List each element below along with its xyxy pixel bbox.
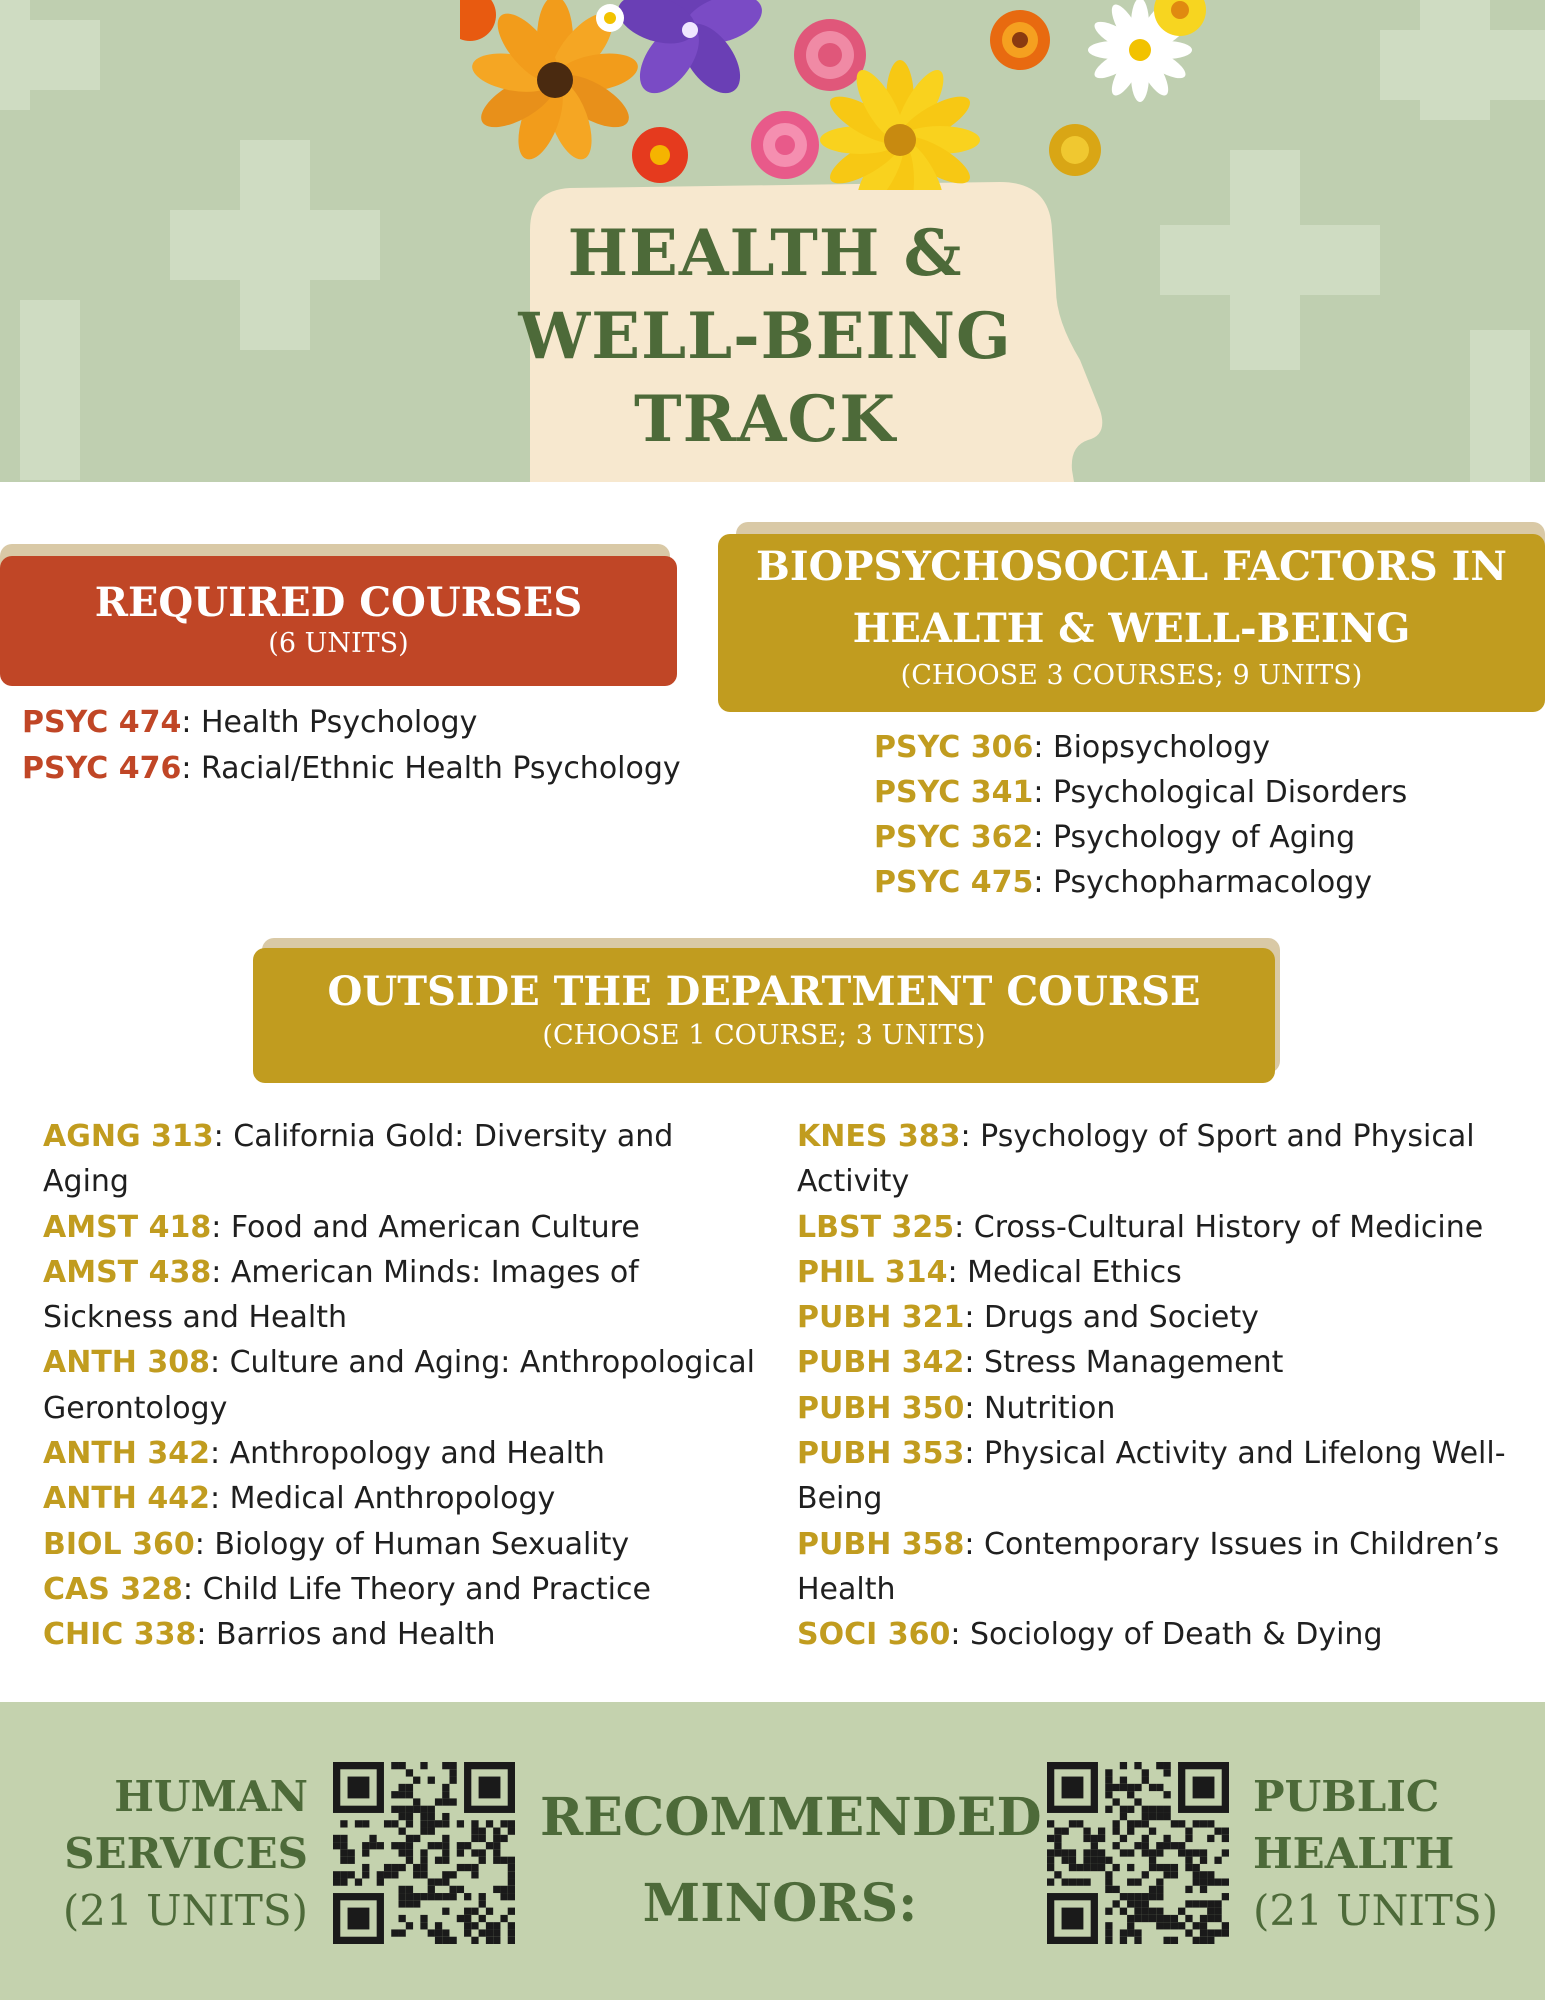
course-name: : Physical Activity and Lifelong Well-Being (797, 1436, 1506, 1517)
list-item (797, 1205, 1532, 1250)
minor-name: PUBLIC (1253, 1772, 1440, 1821)
course-code: ANTH 308 (43, 1345, 210, 1381)
course-name: : Cross-Cultural History of Medicine (954, 1209, 1484, 1245)
course-name: : Food and American Culture (211, 1209, 640, 1245)
list-item (43, 1612, 763, 1657)
minor-units: (21 UNITS) (62, 1886, 308, 1935)
list-item (797, 1431, 1532, 1522)
list-item (43, 1431, 763, 1476)
section-title: REQUIRED COURSES (94, 579, 583, 626)
course-code: PUBH 358 (797, 1526, 965, 1562)
course-code: PSYC 475 (874, 865, 1034, 900)
list-item (797, 1340, 1532, 1385)
course-name: : Culture and Aging: Anthropological Gerontology (43, 1345, 755, 1426)
outside-course-list-left (43, 1114, 763, 1658)
course-code: PUBH 342 (797, 1345, 965, 1381)
biopsychosocial-course-list (874, 725, 1407, 905)
list-item (874, 815, 1407, 860)
course-code: PSYC 341 (874, 775, 1034, 810)
list-item (43, 1340, 763, 1431)
list-item (797, 1612, 1532, 1657)
course-code: PSYC 476 (22, 751, 182, 786)
course-code: ANTH 342 (43, 1436, 210, 1472)
list-item (43, 1476, 763, 1521)
course-name: : Biopsychology (1033, 730, 1271, 765)
course-name: : Barrios and Health (196, 1617, 496, 1653)
section-title: BIOPSYCHOSOCIAL FACTORS IN (756, 543, 1507, 590)
course-name: : Anthropology and Health (209, 1436, 605, 1472)
list-item (874, 770, 1407, 815)
biopsychosocial-header (718, 534, 1545, 712)
minor-name: HEALTH (1253, 1829, 1455, 1878)
outside-department-header (253, 948, 1275, 1083)
course-code: ANTH 442 (43, 1481, 210, 1517)
course-code: AGNG 313 (43, 1119, 214, 1154)
list-item (22, 700, 681, 746)
course-name: : Psychopharmacology (1033, 865, 1372, 900)
list-item (797, 1114, 1532, 1205)
heading-line: MINORS: (642, 1873, 918, 1934)
course-code: PSYC 306 (874, 730, 1034, 765)
hero-banner (0, 0, 1545, 482)
title-line: TRACK (633, 382, 897, 457)
course-code: AMST 418 (43, 1209, 212, 1245)
course-name: : Medical Ethics (947, 1254, 1182, 1290)
minor-name: HUMAN (114, 1772, 308, 1821)
qr-code-public-health[interactable] (1047, 1762, 1229, 1944)
course-name: : Psychological Disorders (1033, 775, 1408, 810)
course-code: PUBH 350 (797, 1390, 965, 1426)
course-code: PSYC 362 (874, 820, 1034, 855)
course-name: : Drugs and Society (964, 1300, 1259, 1336)
title-line: HEALTH & (567, 216, 963, 291)
course-code: BIOL 360 (43, 1526, 195, 1562)
list-item (22, 746, 681, 792)
flowers-illustration (460, 0, 1500, 190)
list-item (797, 1250, 1532, 1295)
course-code: AMST 438 (43, 1254, 212, 1290)
course-code: PUBH 321 (797, 1300, 965, 1336)
course-code: CAS 328 (43, 1571, 183, 1607)
list-item (43, 1205, 763, 1250)
qr-code-human-services[interactable] (333, 1762, 515, 1944)
section-subtitle: (6 UNITS) (268, 628, 409, 659)
required-courses-header (0, 556, 677, 686)
section-subtitle: (CHOOSE 3 COURSES; 9 UNITS) (900, 660, 1363, 691)
course-name: : Nutrition (964, 1390, 1116, 1426)
minor-human-services (63, 1768, 308, 1939)
course-name: : California Gold: Diversity and Aging (43, 1119, 674, 1200)
course-code: LBST 325 (797, 1209, 955, 1245)
course-name: : Psychology of Aging (1033, 820, 1356, 855)
course-code: PUBH 353 (797, 1436, 965, 1472)
list-item (874, 860, 1407, 905)
page-title (470, 212, 1060, 461)
required-course-list (22, 700, 681, 792)
list-item (43, 1567, 763, 1612)
course-name: : Health Psychology (181, 705, 478, 740)
course-name: : American Minds: Images of Sickness and Health (43, 1254, 639, 1336)
minor-name: SERVICES (64, 1829, 308, 1878)
course-code: PSYC 474 (22, 705, 182, 740)
section-subtitle: (CHOOSE 1 COURSE; 3 UNITS) (542, 1020, 986, 1051)
course-code: CHIC 338 (43, 1617, 197, 1653)
list-item (797, 1386, 1532, 1431)
course-name: : Biology of Human Sexuality (194, 1526, 630, 1562)
list-item (797, 1295, 1532, 1340)
course-name: : Stress Management (964, 1345, 1284, 1381)
recommended-minors-heading (540, 1775, 1042, 1947)
course-name: : Racial/Ethnic Health Psychology (181, 751, 681, 786)
outside-course-list-right (797, 1114, 1532, 1658)
section-title: HEALTH & WELL-BEING (852, 605, 1411, 652)
section-title: OUTSIDE THE DEPARTMENT COURSE (327, 968, 1201, 1015)
list-item (43, 1522, 763, 1567)
course-name: : Sociology of Death & Dying (950, 1617, 1383, 1653)
course-code: SOCI 360 (797, 1617, 951, 1653)
list-item (874, 725, 1407, 770)
heading-line: RECOMMENDED (540, 1787, 1042, 1848)
course-name: : Medical Anthropology (209, 1481, 556, 1517)
course-code: KNES 383 (797, 1119, 961, 1154)
list-item (43, 1114, 763, 1205)
list-item (43, 1250, 763, 1341)
course-name: : Child Life Theory and Practice (182, 1571, 651, 1607)
minor-public-health (1253, 1768, 1498, 1939)
course-name: : Psychology of Sport and Physical Activity (797, 1119, 1475, 1200)
course-code: PHIL 314 (797, 1254, 948, 1290)
title-line: WELL-BEING (518, 299, 1012, 374)
minor-units: (21 UNITS) (1253, 1886, 1499, 1935)
course-name: : Contemporary Issues in Children’s Health (797, 1526, 1500, 1607)
list-item (797, 1522, 1532, 1613)
